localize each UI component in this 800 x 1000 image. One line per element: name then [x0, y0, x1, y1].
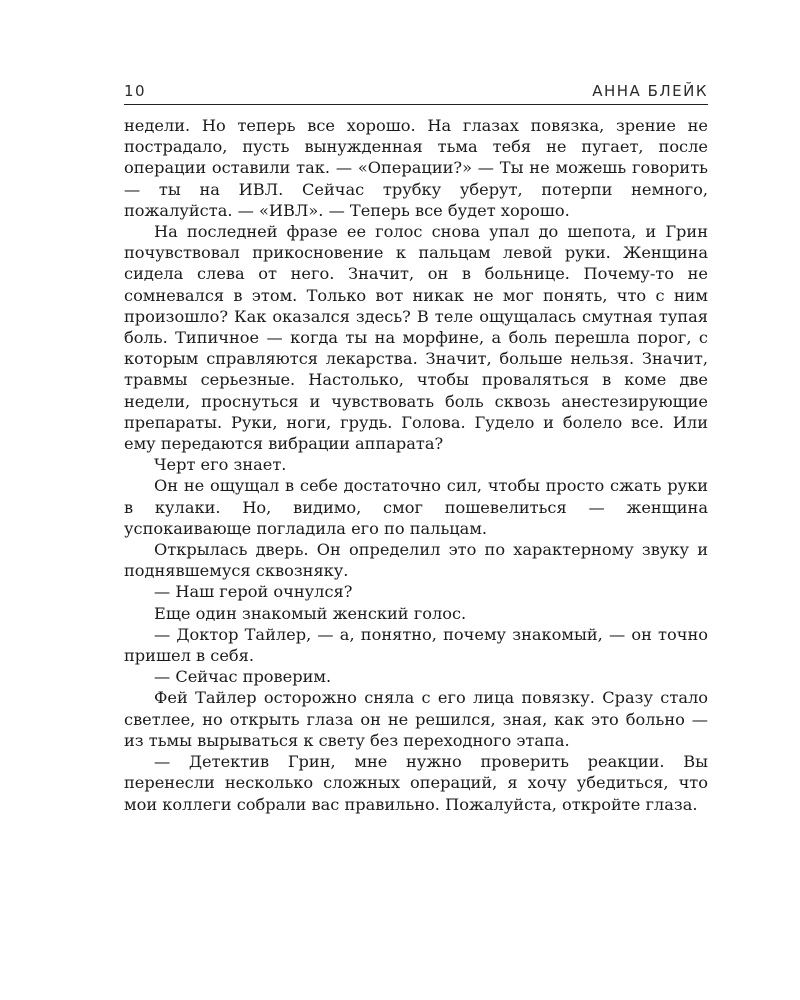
- paragraph: На последней фразе ее голос снова упал до шепота, и Грин почувствовал прикосновение к пальцам левой руки. Женщина сидела слева от него. Значит, он в больнице. Почему-то не сомневался в этом. Только вот никак не мог понять, что с ним произошло? Как оказался здесь? В теле ощущалась смутная тупая боль. Типичное — когда ты на морфине, а боль перешла порог, с которым справляются лекарства. Значит, больше нельзя. Значит, травмы серьезные. Настолько, чтобы проваляться в коме две недели, проснуться и чувствовать боль сквозь анестезирующие препараты. Руки, ноги, грудь. Голова. Гудело и болело все. Или ему передаются вибрации аппарата?: [124, 222, 708, 454]
- running-header: [124, 82, 708, 104]
- paragraph: Он не ощущал в себе достаточно сил, чтобы просто сжать руки в кулаки. Но, видимо, смог пошевелиться — женщина успокаивающе погладила его по пальцам.: [124, 476, 708, 538]
- paragraph: недели. Но теперь все хорошо. На глазах повязка, зрение не пострадало, пусть вынужденная тьма тебя не пугает, после операции оставили так. — «Операции?» — Ты не можешь говорить — ты на ИВЛ. Сейчас трубку уберут, потерпи немного, пожалуйста. — «ИВЛ». — Теперь все будет хорошо.: [124, 116, 708, 220]
- page-number: 10: [124, 82, 147, 100]
- paragraph: — Сейчас проверим.: [154, 667, 332, 687]
- book-page: [124, 82, 708, 815]
- author-name: АННА БЛЕЙК: [592, 82, 708, 100]
- paragraph: — Детектив Грин, мне нужно проверить реакции. Вы перенесли несколько сложных операций, я хочу убедиться, что мои коллеги собрали вас правильно. Пожалуйста, откройте глаза.: [124, 752, 708, 814]
- paragraph: Фей Тайлер осторожно сняла с его лица повязку. Сразу стало светлее, но открыть глаза он не решился, зная, как это больно — из тьмы вырываться к свету без переходного этапа.: [124, 688, 708, 750]
- header-rule: [124, 104, 708, 105]
- paragraph: Еще один знакомый женский голос.: [154, 603, 467, 623]
- paragraph: Открылась дверь. Он определил это по характерному звуку и поднявшемуся сквозняку.: [124, 540, 708, 581]
- body-text: [124, 115, 708, 815]
- paragraph: Черт его знает.: [154, 455, 287, 475]
- paragraph: — Наш герой очнулся?: [154, 582, 353, 602]
- paragraph: — Доктор Тайлер, — а, понятно, почему знакомый, — он точно пришел в себя.: [124, 624, 708, 666]
